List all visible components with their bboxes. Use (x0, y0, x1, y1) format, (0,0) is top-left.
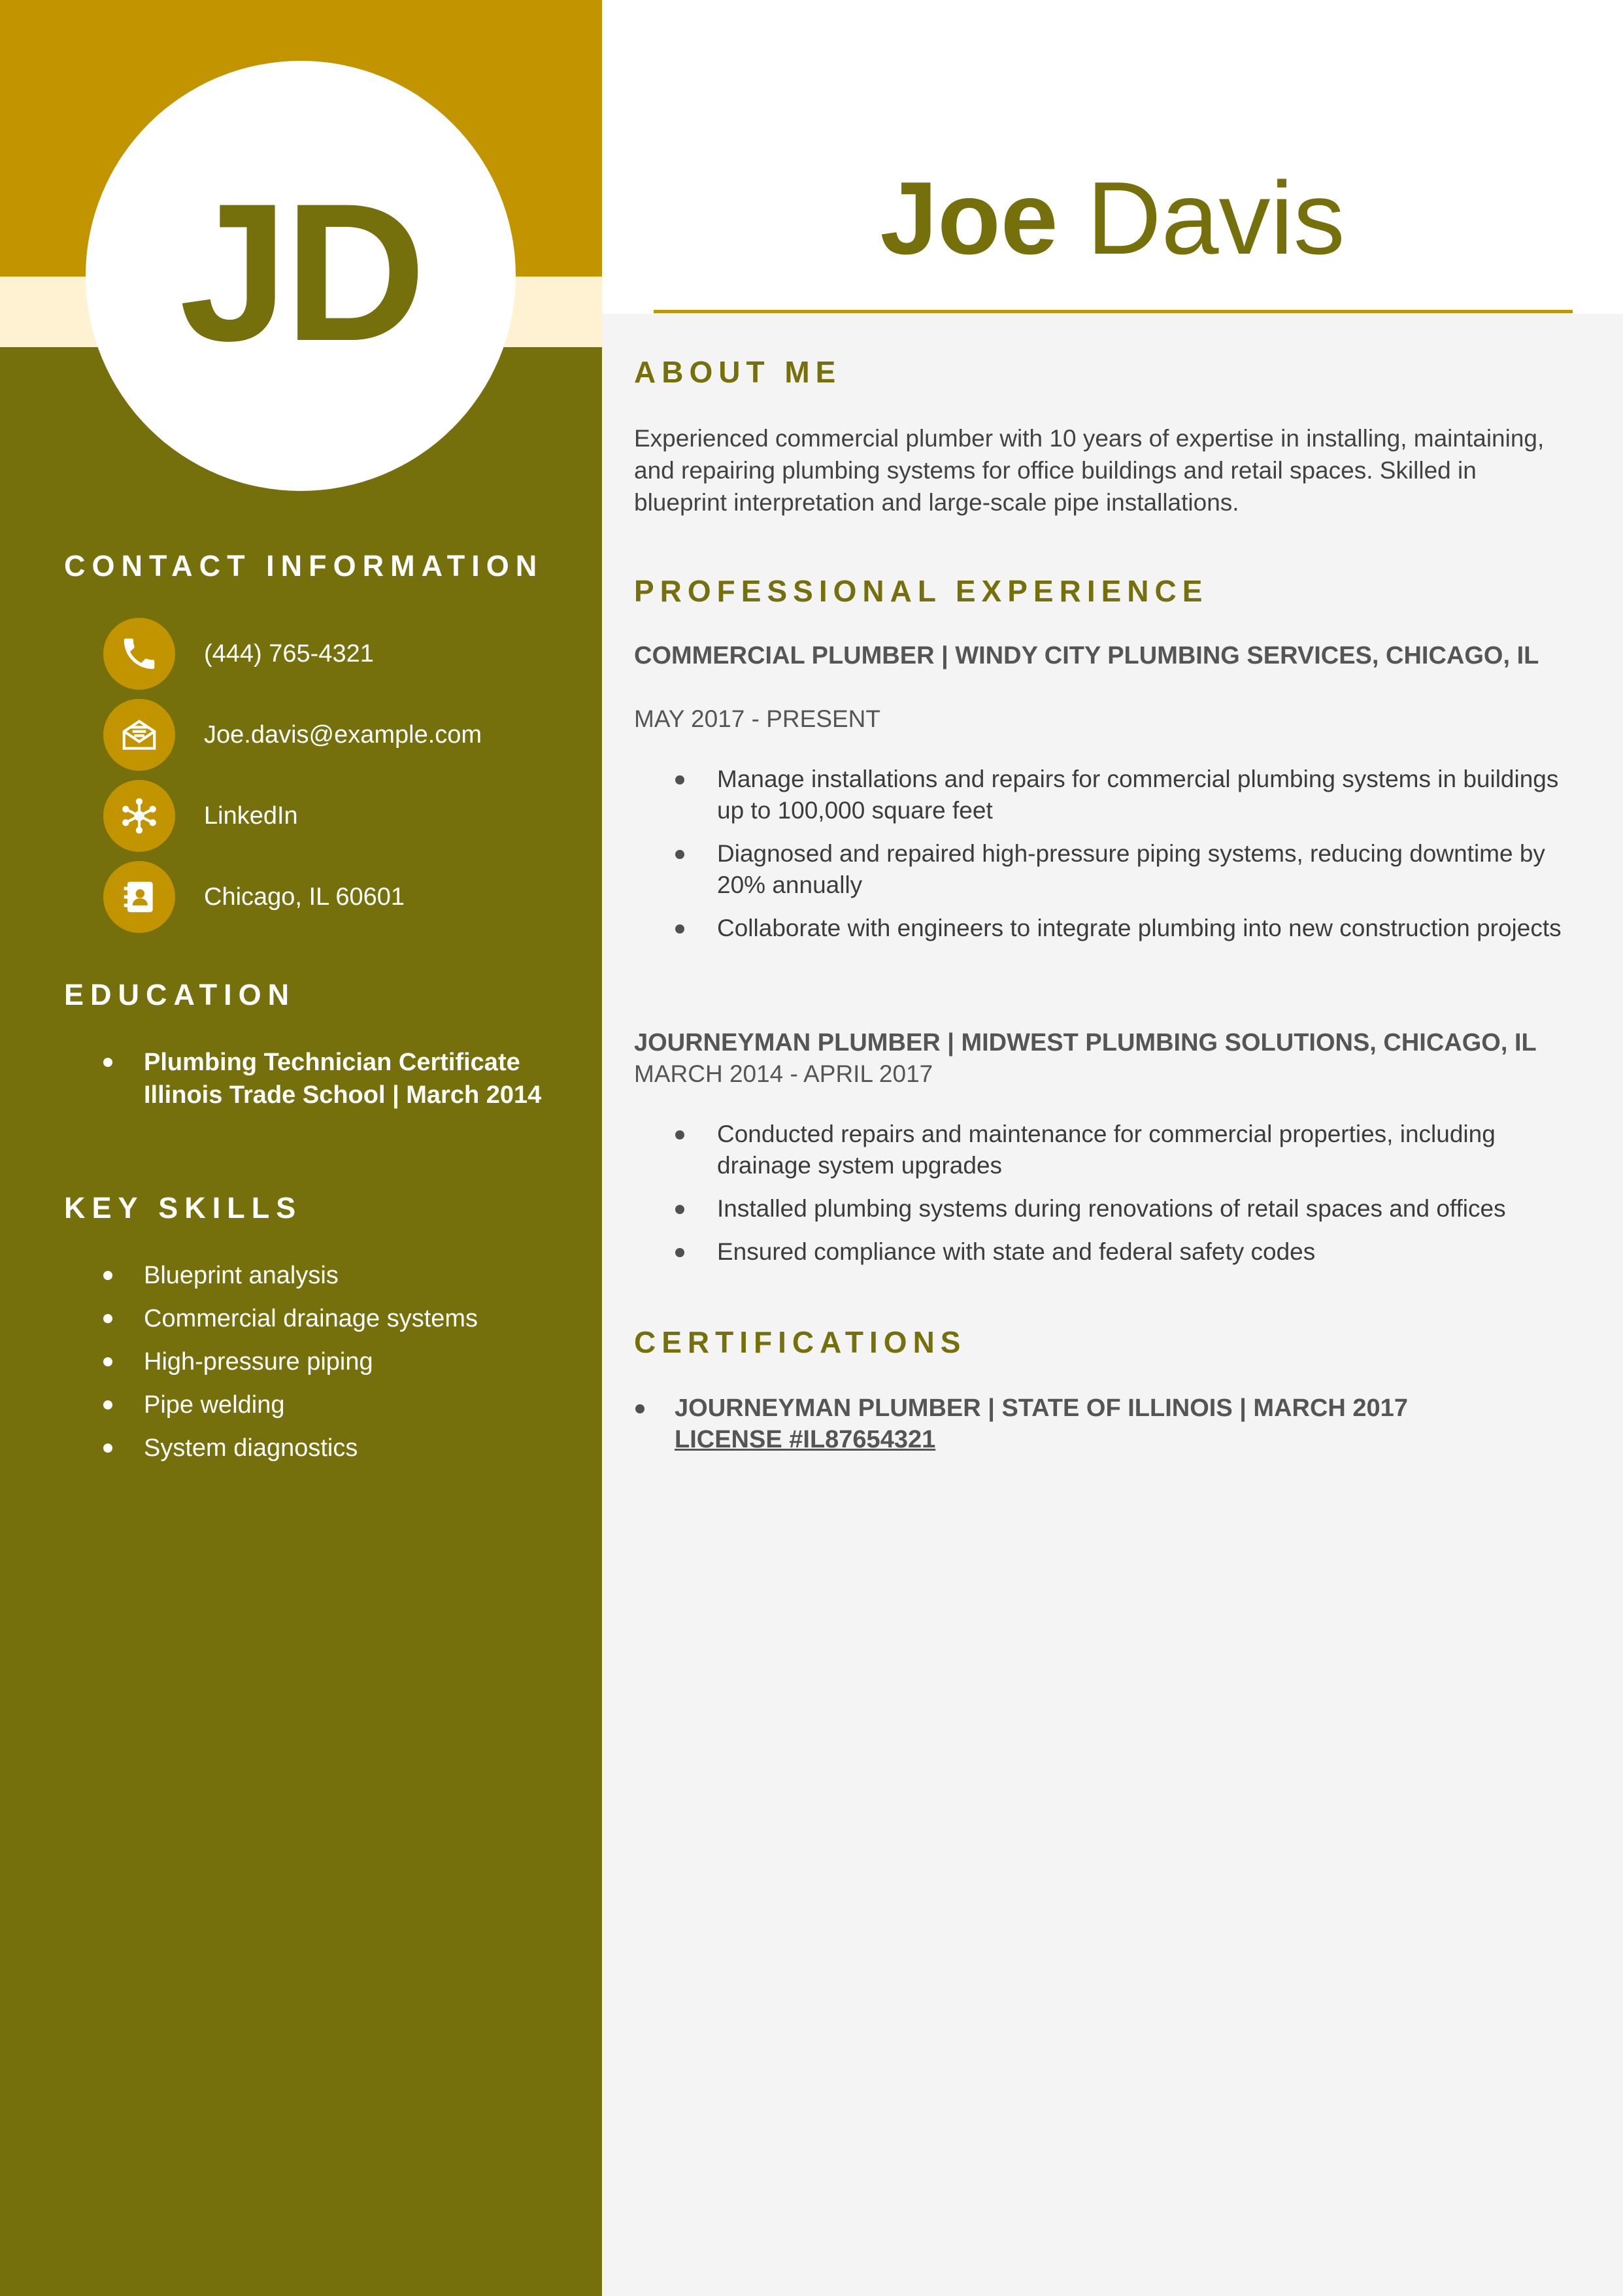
list-item: Diagnosed and repaired high-pressure piping systems, reducing downtime by 20% annually (634, 838, 1562, 901)
page-title (602, 161, 1623, 276)
job-title: COMMERCIAL PLUMBER | WINDY CITY PLUMBING SERVICES, CHICAGO, IL (634, 642, 1539, 669)
license-number: LICENSE #IL87654321 (675, 1426, 936, 1453)
list-item: Collaborate with engineers to integrate plumbing into new construction projects (634, 913, 1562, 944)
list-item (64, 1046, 574, 1111)
monogram-circle (86, 61, 516, 491)
skills-list (64, 1254, 574, 1470)
contact-linkedin (103, 780, 298, 852)
about-text: Experienced commercial plumber with 10 years of expertise in installing, maintaining, and repairing plumbing systems for office buildings and retail spaces. Skilled in blueprint interpretation and large-scale pipe installations. (634, 425, 1545, 516)
list-item: Blueprint analysis (64, 1254, 574, 1297)
education-list (64, 1046, 574, 1111)
education-heading: EDUCATION (64, 978, 296, 1011)
list-item: Manage installations and repairs for commercial plumbing systems in buildings up to 100,000 square feet (634, 764, 1562, 826)
list-item: High-pressure piping (64, 1340, 574, 1383)
list-item: Commercial drainage systems (64, 1297, 574, 1340)
list-item (634, 1393, 1549, 1455)
certification-title: JOURNEYMAN PLUMBER | STATE OF ILLINOIS | MARCH 2017 (675, 1394, 1408, 1422)
job-dates: MAY 2017 - PRESENT (634, 705, 880, 732)
skills-heading: KEY SKILLS (64, 1191, 303, 1224)
about-heading: ABOUT ME (634, 355, 842, 389)
education-school: Illinois Trade School | March 2014 (144, 1081, 542, 1109)
network-icon (103, 780, 175, 852)
job-bullets (634, 764, 1562, 944)
phone-icon (103, 618, 175, 690)
certifications-list (634, 1393, 1549, 1455)
contact-address (103, 861, 405, 933)
experience-heading: PROFESSIONAL EXPERIENCE (634, 574, 1209, 608)
list-item: Installed plumbing systems during renovations of retail spaces and offices (634, 1193, 1562, 1224)
list-item: System diagnostics (64, 1427, 574, 1470)
address-book-icon (103, 861, 175, 933)
contact-phone (103, 618, 374, 690)
contact-email (103, 699, 482, 771)
email-icon (103, 699, 175, 771)
list-item: Conducted repairs and maintenance for commercial properties, including drainage system upgrades (634, 1119, 1562, 1181)
contact-email-text: Joe.davis@example.com (204, 720, 482, 749)
last-name: Davis (1086, 161, 1345, 276)
contact-linkedin-text: LinkedIn (204, 802, 298, 830)
title-divider (654, 310, 1573, 313)
main-content-panel (602, 314, 1623, 2296)
contact-address-text: Chicago, IL 60601 (204, 883, 405, 911)
first-name: Joe (880, 161, 1058, 276)
certifications-heading: CERTIFICATIONS (634, 1325, 967, 1359)
job-dates: MARCH 2014 - APRIL 2017 (634, 1060, 933, 1087)
job-bullets (634, 1119, 1562, 1268)
contact-heading: CONTACT INFORMATION (64, 549, 544, 582)
monogram-initials: JD (179, 162, 422, 382)
contact-phone-text: (444) 765-4321 (204, 639, 374, 667)
list-item: Pipe welding (64, 1383, 574, 1427)
education-certificate: Plumbing Technician Certificate (144, 1049, 520, 1076)
list-item: Ensured compliance with state and federal safety codes (634, 1236, 1562, 1268)
job-title: JOURNEYMAN PLUMBER | MIDWEST PLUMBING SOLUTIONS, CHICAGO, IL (634, 1029, 1537, 1056)
